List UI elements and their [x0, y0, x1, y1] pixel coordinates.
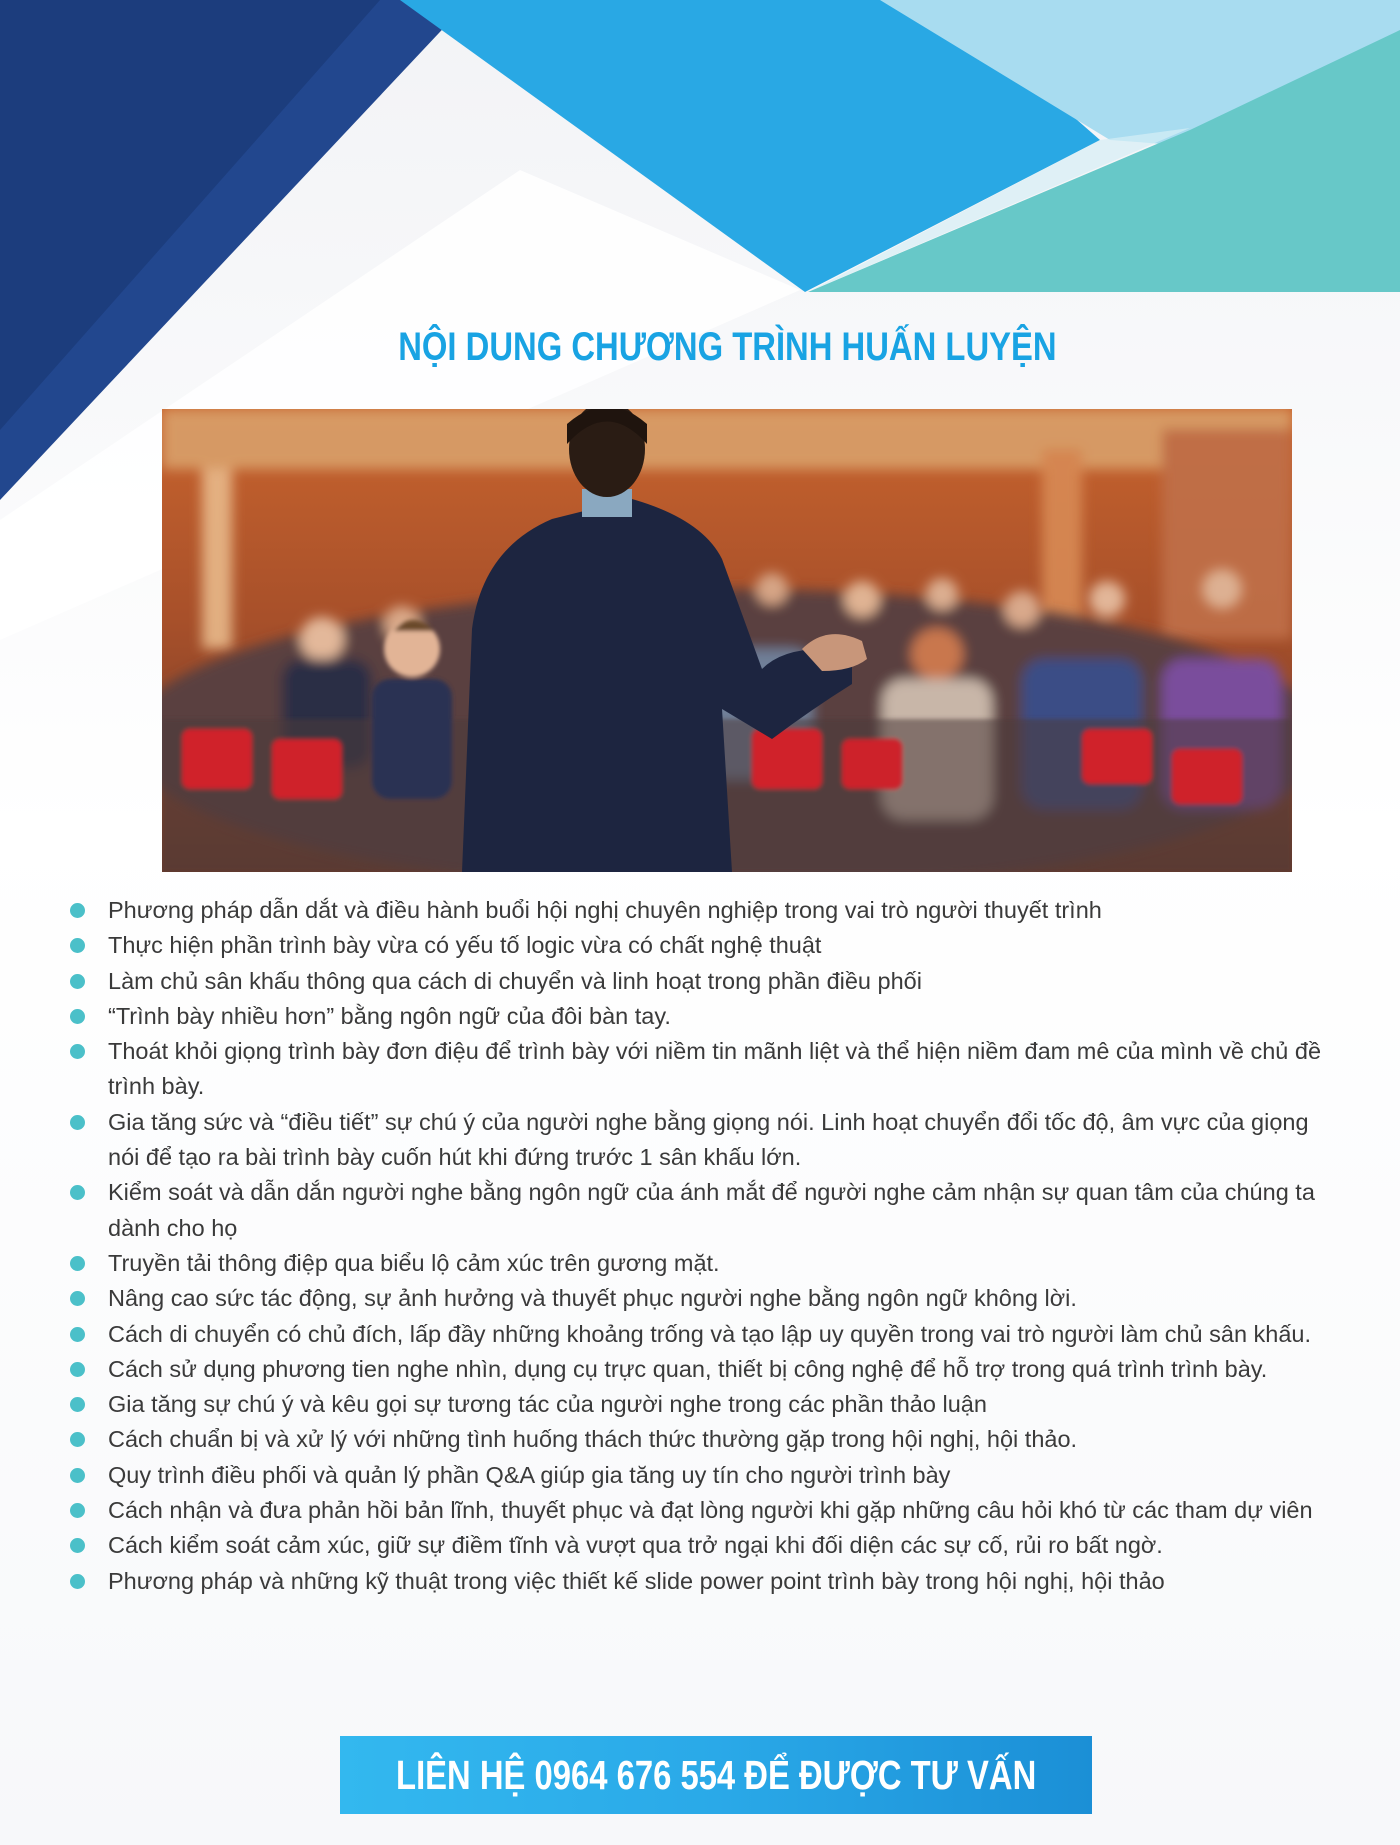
- list-item-text: Gia tăng sức và “điều tiết” sự chú ý của người nghe bằng giọng nói. Linh hoạt chuyển đổi tốc độ, âm vực của giọng nói để tạo ra bài trình bày cuốn hút khi đứng trước 1 sân khấu lớn.: [108, 1108, 1309, 1171]
- page-title: NỘI DUNG CHƯƠNG TRÌNH HUẤN LUYỆN: [398, 325, 1057, 369]
- list-item: [0, 1458, 1400, 1493]
- bullet-icon: [70, 1432, 85, 1447]
- list-item-text: Thực hiện phần trình bày vừa có yếu tố logic vừa có chất nghệ thuật: [108, 932, 822, 959]
- bullet-icon: [70, 1115, 85, 1130]
- bullet-icon: [70, 903, 85, 918]
- list-item-text: Cách di chuyển có chủ đích, lấp đầy những khoảng trống và tạo lập uy quyền trong vai trò người làm chủ sân khấu.: [108, 1320, 1312, 1347]
- list-item: [0, 1387, 1400, 1422]
- bullet-icon: [70, 974, 85, 989]
- bullet-icon: [70, 1468, 85, 1483]
- bullet-icon: [70, 1044, 85, 1059]
- list-item-text: Phương pháp và những kỹ thuật trong việc thiết kế slide power point trình bày trong hội nghị, hội thảo: [108, 1567, 1165, 1594]
- bullet-icon: [70, 1256, 85, 1271]
- bullet-icon: [70, 1185, 85, 1200]
- bullet-icon: [70, 938, 85, 953]
- list-item: [0, 1317, 1400, 1352]
- list-item: [0, 1352, 1400, 1387]
- list-item-text: Quy trình điều phối và quản lý phần Q&A giúp gia tăng uy tín cho người trình bày: [108, 1461, 951, 1488]
- list-item: [0, 999, 1400, 1034]
- list-item: [0, 928, 1400, 963]
- list-item-text: Truyền tải thông điệp qua biểu lộ cảm xúc trên gương mặt.: [108, 1249, 720, 1276]
- seminar-photo: [162, 409, 1292, 872]
- list-item-text: Nâng cao sức tác động, sự ảnh hưởng và thuyết phục người nghe bằng ngôn ngữ không lời.: [108, 1285, 1077, 1312]
- list-item: [0, 1175, 1400, 1246]
- list-item-text: Cách nhận và đưa phản hồi bản lĩnh, thuyết phục và đạt lòng người khi gặp những câu hỏi khó từ các tham dự viên: [108, 1497, 1313, 1524]
- list-item: [0, 1281, 1400, 1316]
- list-item-text: Thoát khỏi giọng trình bày đơn điệu để trình bày với niềm tin mãnh liệt và thể hiện niềm đam mê của mình về chủ đề trình bày.: [108, 1038, 1322, 1100]
- contact-banner: [340, 1736, 1092, 1814]
- bullet-icon: [70, 1362, 85, 1377]
- list-item-text: Cách sử dụng phương tien nghe nhìn, dụng cụ trực quan, thiết bị công nghệ để hỗ trợ trong quá trình trình bày.: [108, 1355, 1268, 1382]
- list-item-text: Cách kiểm soát cảm xúc, giữ sự điềm tĩnh và vượt qua trở ngại khi đối diện các sự cố, rủi ro bất ngờ.: [108, 1532, 1163, 1559]
- list-item: [0, 1034, 1400, 1105]
- list-item: [0, 1246, 1400, 1281]
- list-item-text: “Trình bày nhiều hơn” bằng ngôn ngữ của đôi bàn tay.: [108, 1002, 671, 1029]
- program-content-list: [0, 893, 1400, 1599]
- list-item-text: Phương pháp dẫn dắt và điều hành buổi hội nghị chuyên nghiệp trong vai trò người thuyết trình: [108, 897, 1102, 923]
- bullet-icon: [70, 1291, 85, 1306]
- bullet-icon: [70, 1574, 85, 1589]
- list-item-text: Kiểm soát và dẫn dắn người nghe bằng ngôn ngữ của ánh mắt để người nghe cảm nhận sự quan tâm của chúng ta dành cho họ: [108, 1179, 1315, 1241]
- list-item-text: Gia tăng sự chú ý và kêu gọi sự tương tác của người nghe trong các phần thảo luận: [108, 1391, 987, 1418]
- list-item: [0, 1105, 1400, 1176]
- contact-text: LIÊN HỆ 0964 676 554 ĐỂ ĐƯỢC TƯ VẤN: [395, 1751, 1037, 1798]
- list-item: [0, 1422, 1400, 1457]
- list-item: [0, 1493, 1400, 1528]
- list-item: [0, 964, 1400, 999]
- bullet-icon: [70, 1503, 85, 1518]
- list-item: [0, 893, 1400, 928]
- list-item: [0, 1564, 1400, 1599]
- list-item-text: Làm chủ sân khấu thông qua cách di chuyển và linh hoạt trong phần điều phối: [108, 967, 922, 994]
- bullet-icon: [70, 1327, 85, 1342]
- bullet-icon: [70, 1538, 85, 1553]
- bullet-icon: [70, 1009, 85, 1024]
- bullet-icon: [70, 1397, 85, 1412]
- list-item-text: Cách chuẩn bị và xử lý với những tình huống thách thức thường gặp trong hội nghị, hội thảo.: [108, 1426, 1078, 1453]
- list-item: [0, 1528, 1400, 1563]
